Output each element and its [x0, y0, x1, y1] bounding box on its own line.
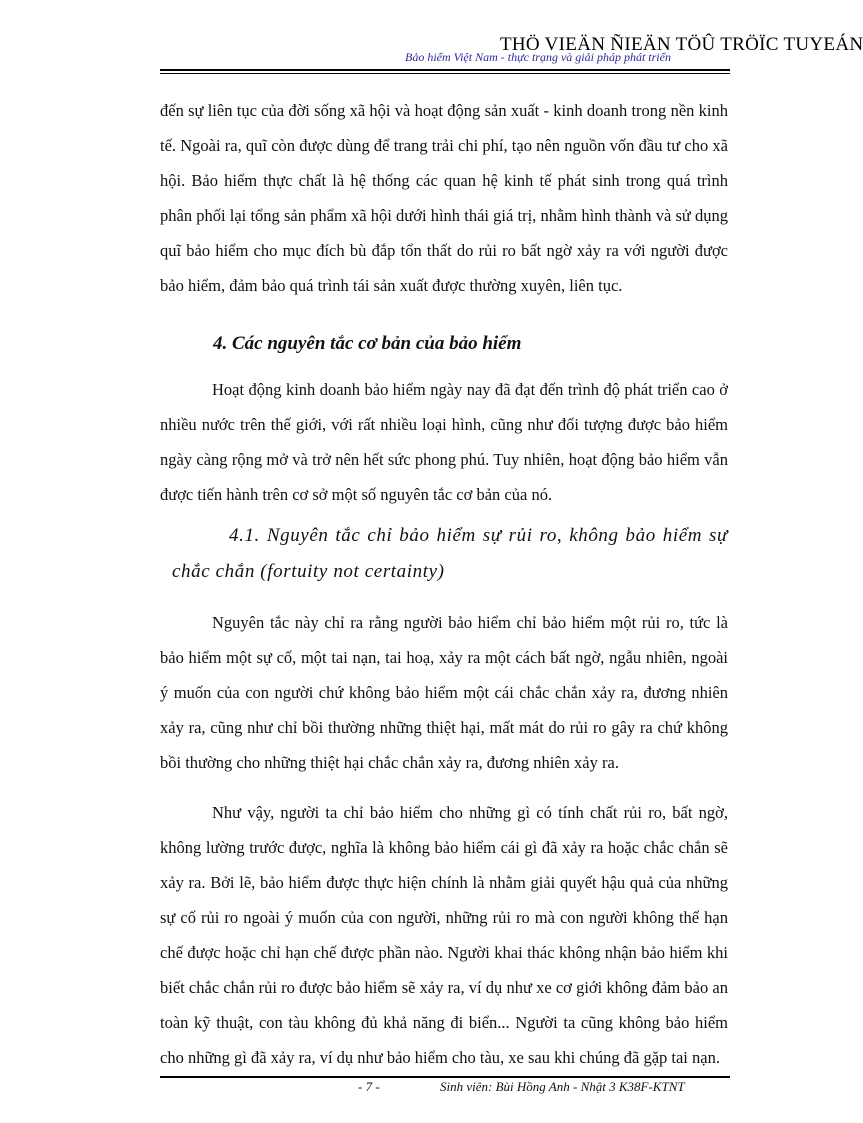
header-rule-thin [160, 73, 730, 74]
footer-rule [160, 1076, 730, 1078]
header-rule [160, 69, 730, 71]
paragraph-intro-continuation: đến sự liên tục của đời sống xã hội và hoạt động sản xuất - kinh doanh trong nền kinh tế. Ngoài ra, quĩ còn được dùng để trang trải chi phí, tạo nên nguồn vốn đầu tư cho xã hội. Bảo hiểm thực chất là hệ thống các quan hệ kinh tế phát sinh trong quá trình phân phối lại tổng sản phẩm xã hội dưới hình thái giá trị, nhằm hình thành và sử dụng quĩ bảo hiểm cho mục đích bù đắp tổn thất do rủi ro bất ngờ xảy ra với người được bảo hiểm, đảm bảo quá trình tái sản xuất được thường xuyên, liên tục. [160, 101, 728, 295]
paragraph-principles-intro: Hoạt động kinh doanh bảo hiểm ngày nay đã đạt đến trình độ phát triển cao ở nhiều nước trên thế giới, với rất nhiều loại hình, cũng như đối tượng được bảo hiểm ngày càng rộng mở và trở nên hết sức phong phú. Tuy nhiên, hoạt động bảo hiểm vẫn được tiến hành trên cơ sở một số nguyên tắc cơ bản của nó. [160, 380, 728, 504]
page-body [160, 93, 728, 1075]
section-heading: 4. Các nguyên tắc cơ bản của bảo hiểm [213, 333, 522, 354]
paragraph-principle-consequence: Như vậy, người ta chỉ bảo hiểm cho những gì có tính chất rủi ro, bất ngờ, không lường trước được, nghĩa là không bảo hiểm cái gì đã xảy ra hoặc chắc chắn sẽ xảy ra. Bởi lẽ, bảo hiểm được thực hiện chính là nhằm giải quyết hậu quả của những sự cố rủi ro ngoài ý muốn của con người, những rủi ro mà con người không thể hạn chế được hoặc chỉ hạn chế được phần nào. Người khai thác không nhận bảo hiểm khi biết chắc chắn rủi ro được bảo hiểm sẽ xảy ra, ví dụ như xe cơ giới không đảm bảo an toàn kỹ thuật, con tàu không đủ khả năng đi biển... Người ta cũng không bảo hiểm cho những gì đã xảy ra, ví dụ như bảo hiểm cho tàu, xe sau khi chúng đã gặp tai nạn. [160, 803, 728, 1067]
paragraph-principle-explanation: Nguyên tắc này chỉ ra rằng người bảo hiểm chỉ bảo hiểm một rủi ro, tức là bảo hiểm một sự cố, một tai nạn, tai hoạ, xảy ra một cách bất ngờ, ngẫu nhiên, ngoài ý muốn của con người chứ không bảo hiểm một cái chắc chắn xảy ra, đương nhiên xảy ra, cũng như chỉ bồi thường những thiệt hại, mất mát do rủi ro gây ra chứ không bồi thường cho những thiệt hại chắc chắn xảy ra, đương nhiên xảy ra. [160, 613, 728, 772]
page-number: - 7 - [358, 1079, 380, 1094]
watermark-banner: THÖ VIEÄN ÑIEÄN TÖÛ TRÖÏC TUYEÁN [500, 34, 863, 55]
subsection-heading: 4.1. Nguyên tắc chỉ bảo hiểm sự rủi ro, không bảo hiểm sự chắc chắn (fortuity not certainty) [172, 525, 728, 582]
running-header-title: Bảo hiểm Việt Nam - thực trạng và giải pháp phát triển [405, 50, 671, 64]
footer-author: Sinh viên: Bùi Hồng Anh - Nhật 3 K38F-KTNT [440, 1079, 685, 1094]
